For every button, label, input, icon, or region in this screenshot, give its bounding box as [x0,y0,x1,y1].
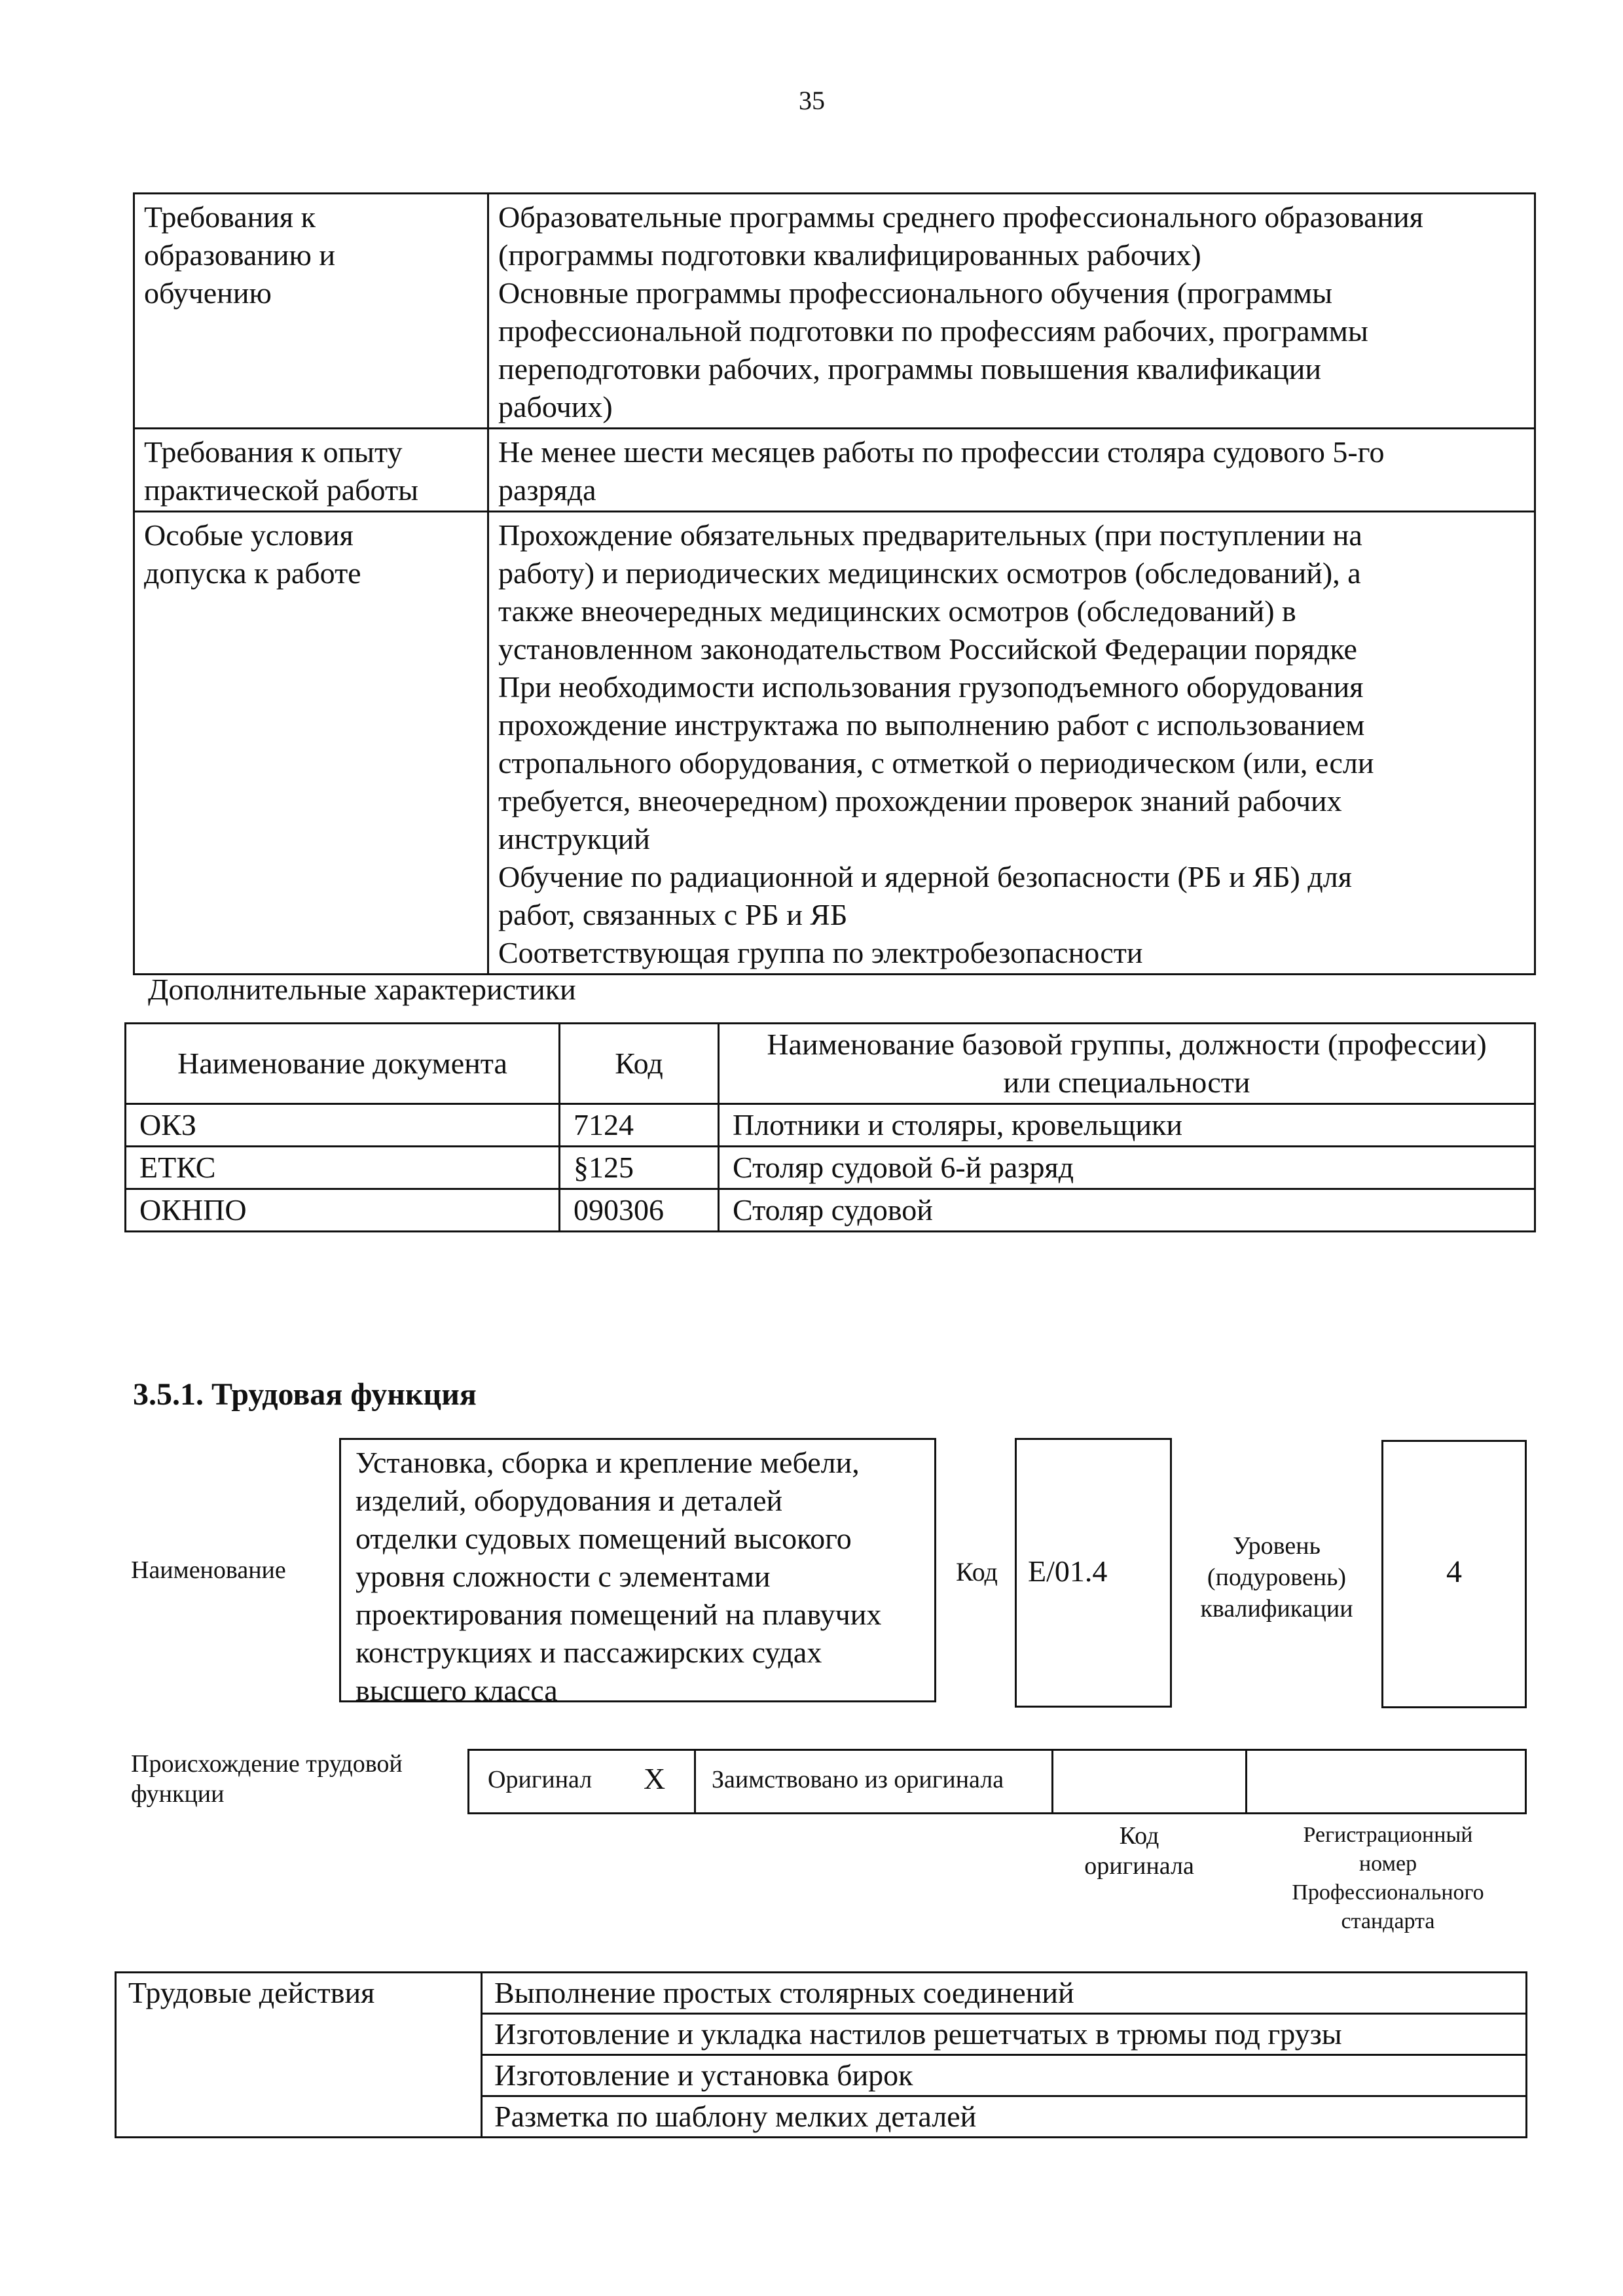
requirements-table [133,192,1536,975]
table-header-row [126,1024,1535,1104]
function-name-box: Установка, сборка и крепление мебели, изделий, оборудования и деталей отделки судовых помещений высокого уровня сложности с элементами проектирования помещений на плавучих конструкциях и пассажирских судах высшего класса [339,1438,936,1702]
table-row [116,1973,1527,2014]
function-name-label: Наименование [131,1556,286,1584]
table-row [134,194,1535,429]
origin-code-caption: Код оригинала [1084,1822,1194,1880]
table-row [126,1189,1535,1232]
req-label-education: Требования к образованию и обучению [134,194,488,429]
origin-row [467,1749,1527,1814]
level-label: Уровень (подуровень) квалификации [1200,1532,1353,1623]
req-label-conditions: Особые условия допуска к работе [134,512,488,975]
section-title: 3.5.1. Трудовая функция [133,1377,477,1412]
cell-name: Столяр судовой [719,1189,1535,1232]
req-value-conditions: Прохождение обязательных предварительных (при поступлении на работу) и периодических медицинских осмотров (обследований), а также внеочередных медицинских осмотров (обследований) в установленном законодательством Российской Федерации порядке При необходимости использования грузоподъемного оборудования прохождение инструктажа по выполнению работ с использованием стропального оборудования, с отметкой о периодическом (или, если требуется, внеочередном) прохождении проверок знаний рабочих инструкций Обучение по радиационной и ядерной безопасности (РБ и ЯБ) для работ, связанных с РБ и ЯБ Соответствующая группа по электробезопасности [488,512,1535,975]
origin-original: Оригинал [488,1766,593,1793]
origin-mark: X [644,1762,666,1795]
level-value: 4 [1446,1554,1462,1589]
function-code-label: Код [956,1557,998,1587]
function-code-value: E/01.4 [1028,1554,1108,1588]
action-item: Изготовление и укладка настилов решетчатых в трюмы под грузы [482,2014,1527,2055]
actions-label: Трудовые действия [116,1973,482,2138]
origin-borrowed: Заимствовано из оригинала [712,1766,1004,1793]
cell-code: 090306 [560,1189,719,1232]
req-value-education: Образовательные программы среднего профессионального образования (программы подготовки квалифицированных рабочих) Основные программы профессионального обучения (программы профессиональной подготовки по профессиям рабочих, программы переподготовки рабочих, программы повышения квалификации рабочих) [488,194,1535,429]
cell-name: Столяр судовой 6-й разряд [719,1147,1535,1189]
origin-label: Происхождение трудовой функции [131,1750,403,1808]
req-label-experience: Требования к опыту практической работы [134,429,488,512]
cell-doc: ОКНПО [126,1189,560,1232]
header-doc: Наименование документа [126,1024,560,1104]
origin-reg-caption: Регистрационный номер Профессионального стандарта [1292,1823,1484,1933]
action-item: Выполнение простых столярных соединений [482,1973,1527,2014]
cell-doc: ОКЗ [126,1104,560,1147]
table-row [134,512,1535,975]
origin-code-cell [1053,1751,1247,1812]
action-item: Изготовление и установка бирок [482,2055,1527,2096]
action-item: Разметка по шаблону мелких деталей [482,2096,1527,2138]
cell-name: Плотники и столяры, кровельщики [719,1104,1535,1147]
page-number: 35 [799,86,825,115]
header-name: Наименование базовой группы, должности (профессии) или специальности [719,1024,1535,1104]
header-code: Код [560,1024,719,1104]
extra-table [124,1022,1536,1232]
table-row [126,1147,1535,1189]
req-value-experience: Не менее шести месяцев работы по профессии столяра судового 5-го разряда [488,429,1535,512]
extra-title: Дополнительные характеристики [148,973,576,1006]
cell-doc: ЕТКС [126,1147,560,1189]
cell-code: 7124 [560,1104,719,1147]
actions-table [115,1971,1527,2138]
cell-code: §125 [560,1147,719,1189]
table-row [134,429,1535,512]
table-row [126,1104,1535,1147]
